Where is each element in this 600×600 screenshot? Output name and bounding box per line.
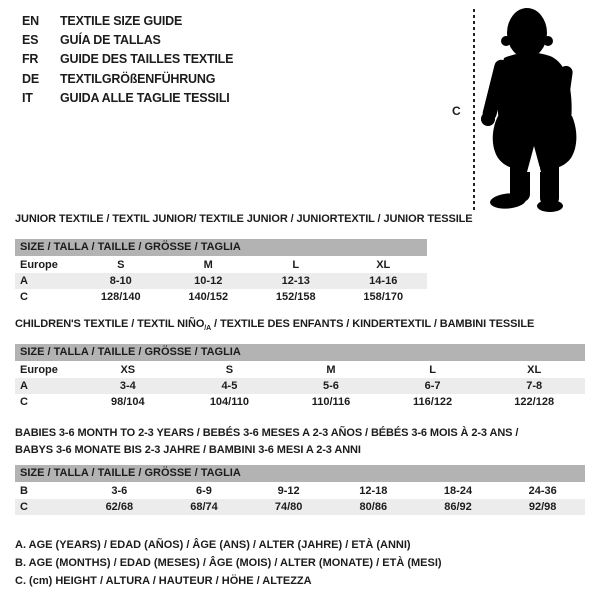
lang-row-fr [22,50,233,69]
footnotes [15,536,442,590]
cell: XS [120,364,136,376]
cell: M [203,259,213,271]
babies-table-title [15,425,518,459]
table-row [15,289,427,305]
footnote-b: B. AGE (MONTHS) / EDAD (MESES) / ÂGE (MOIS) / ALTER (MONATE) / ETÀ (MESI) [15,557,442,569]
cell: 98/104 [110,396,145,408]
lang-row-it [22,89,233,108]
cell: 9-12 [277,485,300,497]
cell: 24-36 [528,485,557,497]
cell: S [225,364,234,376]
cell: 10-12 [194,275,223,287]
children-table-title [15,318,534,332]
table-row [15,394,585,410]
size-header-bar: SIZE / TALLA / TAILLE / GRÖSSE / TAGLIA [15,239,427,256]
title-line-1: BABIES 3-6 MONTH TO 2-3 YEARS / BEBÉS 3-6 MESES A 2-3 AÑOS / BÉBÉS 3-6 MOIS À 2-3 ANS / [15,427,519,439]
cell: 4-5 [221,380,238,392]
cell: 92/98 [528,501,557,513]
cell: 104/110 [209,396,249,408]
footnote-c: C. (cm) HEIGHT / ALTURA / HAUTEUR / HÖHE / ALTEZZA [15,575,312,587]
language-title-list [22,12,233,108]
cell: 68/74 [190,501,218,513]
cell: L [292,259,300,271]
cell: 7-8 [526,380,543,392]
cell: 6-7 [424,380,441,392]
cell: 80/86 [359,501,388,513]
row-label: C [20,396,28,408]
size-header-bar: SIZE / TALLA / TAILLE / GRÖSSE / TAGLIA [15,344,585,361]
table-row [15,378,585,394]
cell: 6-9 [196,485,212,497]
cell: 86/92 [444,501,472,513]
cell: S [117,259,125,271]
cell: 152/158 [275,291,316,303]
cell: XL [376,259,391,271]
cell: 140/152 [188,291,229,303]
row-label: C [20,291,28,303]
lang-title: GUIDA ALLE TAGLIE TESSILI [60,90,230,105]
cell: 18-24 [443,485,473,497]
lang-title: GUIDE DES TAILLES TEXTILE [60,52,234,67]
cell: 116/122 [413,396,453,408]
lang-row-en [22,12,233,31]
cell: 3-6 [111,485,128,497]
table-row [15,273,427,289]
table-row [15,362,585,378]
cell: 8-10 [109,275,132,287]
cell: M [326,364,336,376]
title-text: / TEXTILE DES ENFANTS / KINDERTEXTIL / BAMBINI TESSILE [211,318,535,330]
lang-row-es [22,31,233,50]
footnote-a: A. AGE (YEARS) / EDAD (AÑOS) / ÂGE (ANS) / ALTER (JAHRE) / ETÀ (ANNI) [15,539,411,551]
cell: 12-13 [281,275,310,287]
cell: XL [527,364,542,376]
row-label: Europe [20,259,58,271]
lang-code: IT [22,90,33,105]
toddler-silhouette-icon [470,0,600,215]
lang-code: DE [22,71,39,86]
cell: 12-18 [359,485,388,497]
cell: 110/116 [311,396,351,408]
junior-size-table [15,239,427,305]
row-label: B [20,485,28,497]
row-label: Europe [20,364,58,376]
lang-title: TEXTILE SIZE GUIDE [60,14,183,28]
row-label: C [20,501,28,513]
lang-code: FR [22,52,39,67]
size-header-bar: SIZE / TALLA / TAILLE / GRÖSSE / TAGLIA [15,465,585,482]
babies-size-table [15,465,585,515]
lang-code: EN [22,14,39,28]
junior-table-title: JUNIOR TEXTILE / TEXTIL JUNIOR/ TEXTILE JUNIOR / JUNIORTEXTIL / JUNIOR TESSILE [15,213,473,225]
cell: 62/68 [105,501,134,513]
title-line-2: BABYS 3-6 MONATE BIS 2-3 JAHRE / BAMBINI 3-6 MESI A 2-3 ANNI [15,444,361,456]
title-subscript: /A [204,325,212,333]
row-label: A [20,275,28,287]
cell: L [429,364,436,376]
cell: 5-6 [323,380,339,392]
cell: 74/80 [274,501,303,513]
cell: 14-16 [369,275,398,287]
cell: 3-4 [119,380,136,392]
table-row [15,257,427,273]
table-row [15,499,585,515]
children-size-table [15,344,585,410]
cell: 128/140 [100,291,141,303]
title-text: CHILDREN'S TEXTILE / TEXTIL NIÑO [15,318,205,330]
table-row [15,483,585,499]
lang-code: ES [22,33,39,48]
lang-title: TEXTILGRÖßENFÜHRUNG [60,71,216,86]
cell: 158/170 [363,291,404,303]
lang-title: GUÍA DE TALLAS [60,33,161,48]
cell: 122/128 [514,396,555,408]
height-measure-label: C [452,104,461,118]
row-label: A [20,380,28,392]
lang-row-de [22,70,233,89]
